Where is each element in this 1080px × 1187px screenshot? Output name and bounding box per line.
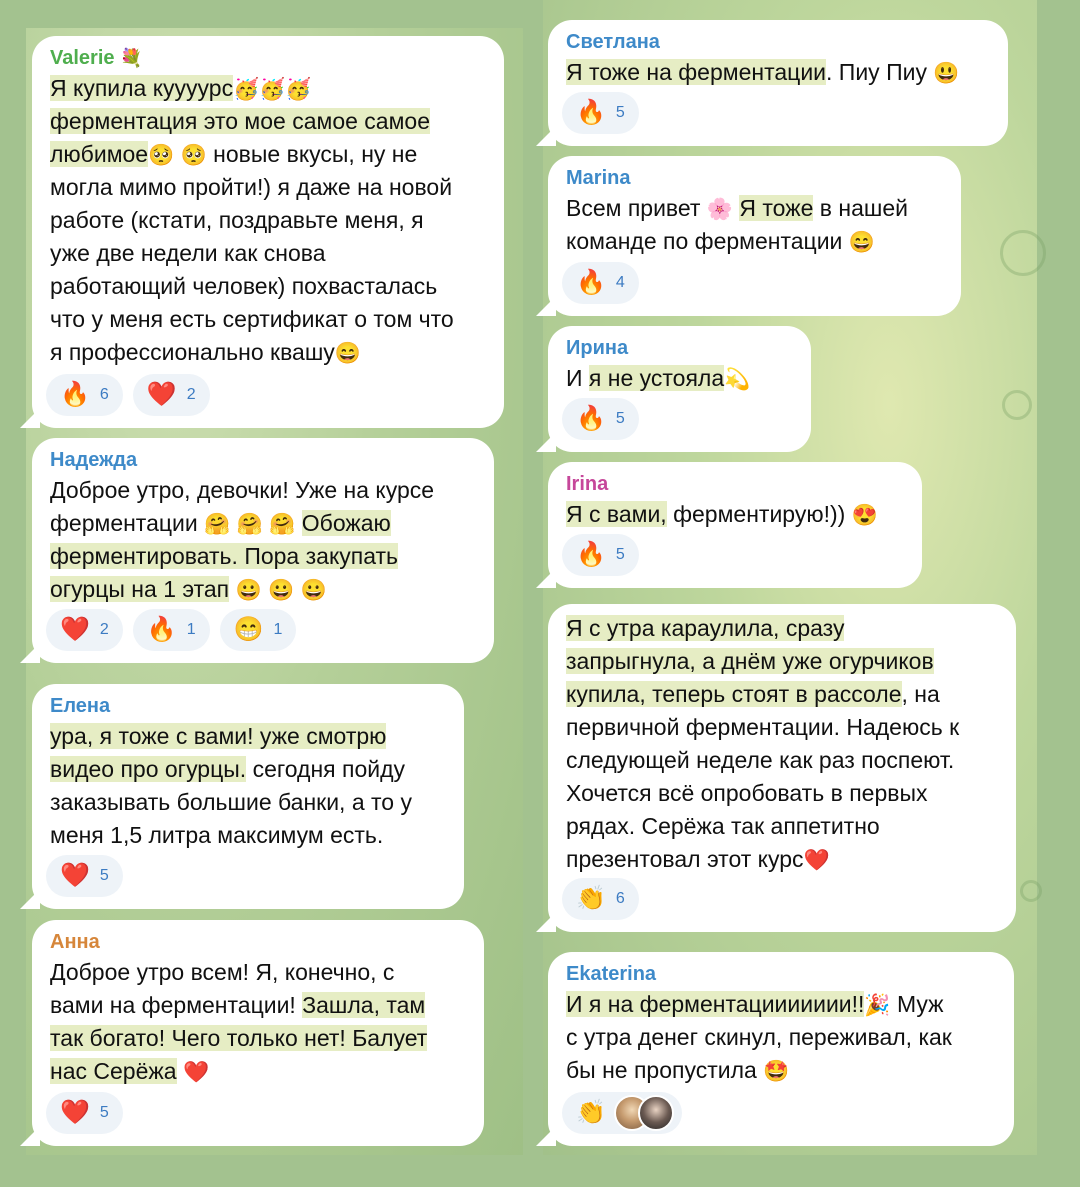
message-line: в нашей [813, 195, 908, 221]
reactions-bar [562, 262, 639, 304]
sender-name [50, 46, 488, 70]
message-line: сегодня пойду [246, 756, 406, 782]
message-bubble[interactable] [32, 36, 504, 428]
message-text [566, 988, 998, 1087]
message-text [50, 72, 488, 369]
sender-name-text: Надежда [50, 449, 138, 471]
heart-icon: ❤️ [60, 616, 90, 643]
heart-icon: ❤️ [182, 1061, 210, 1084]
message-line: работающий человек) похвасталась [50, 273, 438, 299]
reaction-fire[interactable] [562, 262, 639, 304]
pleading-face-icon: 🥺 [180, 144, 207, 167]
sender-name [566, 166, 945, 190]
message-text [566, 498, 906, 531]
fire-icon: 🔥 [146, 616, 177, 643]
message-text [566, 192, 945, 258]
message-line: презентовал этот курс [566, 846, 804, 872]
grinning-icon: 😄 [848, 231, 875, 254]
fire-icon: 🔥 [576, 99, 606, 126]
reaction-fire[interactable] [46, 374, 123, 416]
sender-name [50, 448, 478, 472]
message-line: Хочется всё опробовать в первых [566, 780, 928, 806]
message-line: купила, теперь стоят в рассоле [566, 681, 902, 707]
message-line: рядах. Серёжа так аппетитно [566, 813, 880, 839]
sender-name [566, 30, 992, 54]
sender-name-text: Ekaterina [566, 963, 657, 985]
message-line: команде по ферментации [566, 228, 849, 254]
party-popper-icon: 🎉 [864, 994, 891, 1017]
reactions-bar [562, 398, 639, 440]
clap-icon: 👏 [576, 1099, 606, 1126]
message-text [566, 362, 795, 395]
message-line: Всем привет [566, 195, 707, 221]
smiley-icon: 😀 [300, 579, 327, 602]
reactor-avatars [614, 1095, 674, 1131]
message-text [566, 612, 1000, 876]
heart-icon: ❤️ [146, 381, 177, 408]
message-line: так богато! Чего только нет! Балует [50, 1025, 428, 1051]
smiley-icon: 😀 [268, 579, 295, 602]
pleading-face-icon: 🥺 [148, 144, 175, 167]
sender-name-text: Marina [566, 167, 631, 189]
reaction-clap[interactable] [562, 878, 639, 920]
smiley-icon: 😃 [933, 62, 960, 85]
message-text [566, 56, 992, 89]
bouquet-icon: 💐 [120, 48, 143, 68]
reactions-bar [562, 1092, 682, 1134]
reaction-count: 5 [615, 104, 625, 121]
message-line: ферментации [50, 510, 205, 536]
message-line: заказывать большие банки, а то у [50, 789, 412, 815]
reaction-count: 1 [186, 621, 196, 638]
message-line: И [566, 365, 589, 391]
message-bubble[interactable] [548, 326, 811, 452]
sender-name-text: Елена [50, 695, 111, 717]
reaction-count: 2 [186, 386, 196, 403]
message-line: уже две недели как снова [50, 240, 326, 266]
reaction-count: 2 [99, 621, 109, 638]
message-line: ферментировать. Пора закупать [50, 543, 399, 569]
fire-icon: 🔥 [576, 405, 606, 432]
sender-name [50, 930, 468, 954]
sender-name [566, 472, 906, 496]
message-line: меня 1,5 литра максимум есть. [50, 822, 384, 848]
sender-name [50, 694, 448, 718]
grinning-icon: 😄 [334, 342, 361, 365]
message-line: нас Серёжа [50, 1058, 177, 1084]
blossom-icon: 🌸 [706, 198, 733, 221]
message-line: следующей неделе как раз поспеют. [566, 747, 955, 773]
fire-icon: 🔥 [60, 381, 90, 408]
message-line: вами на ферментации! [50, 992, 303, 1018]
sender-name-text: Irina [566, 473, 609, 495]
message-line: Муж [890, 991, 944, 1017]
reaction-clap[interactable] [562, 1092, 682, 1134]
reaction-fire[interactable] [133, 609, 210, 651]
reaction-heart[interactable] [46, 609, 123, 651]
smiley-icon: 😀 [235, 579, 262, 602]
message-line: с утра денег скинул, переживал, как [566, 1024, 952, 1050]
message-line: Зашла, там [302, 992, 426, 1018]
message-bubble[interactable] [32, 438, 494, 663]
message-bubble[interactable] [548, 20, 1008, 146]
message-bubble[interactable] [548, 156, 961, 316]
heart-icon: ❤️ [803, 849, 830, 872]
message-line: ферментация это мое самое самое [50, 108, 430, 134]
message-line: новые вкусы, ну не [206, 141, 418, 167]
clap-icon: 👏 [576, 885, 606, 912]
heart-eyes-icon: 😍 [851, 504, 878, 527]
message-bubble[interactable] [548, 462, 922, 588]
message-line: И я на ферментациииииии!! [566, 991, 865, 1017]
reactions-bar [46, 855, 123, 897]
message-line: первичной ферментации. Надеюсь к [566, 714, 960, 740]
reactions-bar [46, 1092, 123, 1134]
fire-icon: 🔥 [576, 541, 606, 568]
reaction-count: 5 [615, 410, 625, 427]
message-line: Я тоже [739, 195, 814, 221]
reaction-count: 5 [99, 867, 109, 884]
reaction-heart[interactable] [46, 1092, 123, 1134]
comet-icon: 💫 [724, 368, 751, 391]
message-text [50, 720, 448, 852]
message-line: видео про огурцы. [50, 756, 247, 782]
message-text [50, 956, 468, 1088]
reaction-fire[interactable] [562, 398, 639, 440]
message-line: Доброе утро всем! Я, конечно, с [50, 959, 395, 985]
message-line: . Пиу Пиу [826, 59, 934, 85]
reaction-heart[interactable] [46, 855, 123, 897]
sender-name-text: Анна [50, 931, 100, 953]
message-bubble[interactable] [32, 920, 484, 1146]
message-line: бы не пропустила [566, 1057, 764, 1083]
message-line: Я купила куууурс [50, 75, 234, 101]
message-line: Я тоже на ферментации [566, 59, 827, 85]
message-line: запрыгнула, а днём уже огурчиков [566, 648, 934, 674]
message-line: Доброе утро, девочки! Уже на курсе [50, 477, 435, 503]
star-struck-icon: 🤩 [763, 1060, 790, 1083]
sender-name-text: Ирина [566, 337, 629, 359]
message-line: работе (кстати, поздравьте меня, я [50, 207, 424, 233]
sender-name-text: Светлана [566, 31, 660, 53]
message-line: ура, я тоже с вами! уже смотрю [50, 723, 387, 749]
hugging-icon: 🤗 [204, 513, 231, 536]
message-line: огурцы на 1 этап [50, 576, 230, 602]
avatar [638, 1095, 674, 1131]
message-line: Я с утра караулила, сразу [566, 615, 845, 641]
heart-icon: ❤️ [60, 862, 90, 889]
message-bubble[interactable] [548, 952, 1014, 1146]
reaction-count: 6 [615, 890, 625, 907]
message-line: Я с вами, [566, 501, 667, 527]
reactions-bar [562, 92, 639, 134]
reaction-count: 6 [99, 386, 109, 403]
reaction-count: 5 [99, 1104, 109, 1121]
reactions-bar [46, 609, 296, 651]
message-line: я профессионально квашу [50, 339, 335, 365]
message-bubble[interactable] [548, 604, 1016, 932]
wallpaper-doodle [1002, 390, 1032, 420]
message-text [50, 474, 478, 606]
message-line: любимое [50, 141, 149, 167]
sender-name [566, 962, 998, 986]
hugging-icon: 🤗 [269, 513, 296, 536]
reactions-bar [562, 878, 639, 920]
message-line: Обожаю [301, 510, 391, 536]
reaction-grin[interactable] [220, 609, 297, 651]
party-face-icon: 🥳 [233, 78, 260, 101]
message-line: я не устояла [588, 365, 725, 391]
message-line: что у меня есть сертификат о том что [50, 306, 454, 332]
party-face-icon: 🥳 [285, 78, 312, 101]
heart-icon: ❤️ [60, 1099, 90, 1126]
reaction-count: 5 [615, 546, 625, 563]
grin-icon: 😁 [233, 616, 264, 643]
fire-icon: 🔥 [576, 269, 606, 296]
wallpaper-doodle [1020, 880, 1042, 902]
message-line: , на [901, 681, 940, 707]
message-bubble[interactable] [32, 684, 464, 909]
hugging-icon: 🤗 [236, 513, 263, 536]
wallpaper-doodle [1000, 230, 1046, 276]
reaction-heart[interactable] [133, 374, 210, 416]
message-line: ферментирую!)) [666, 501, 852, 527]
reaction-count: 4 [615, 274, 625, 291]
reactions-bar [46, 374, 210, 416]
reaction-fire[interactable] [562, 92, 639, 134]
reaction-fire[interactable] [562, 534, 639, 576]
reactions-bar [562, 534, 639, 576]
reaction-count: 1 [273, 621, 283, 638]
sender-name [566, 336, 795, 360]
message-line: могла мимо пройти!) я даже на новой [50, 174, 453, 200]
party-face-icon: 🥳 [259, 78, 286, 101]
sender-name-text: Valerie [50, 47, 115, 69]
